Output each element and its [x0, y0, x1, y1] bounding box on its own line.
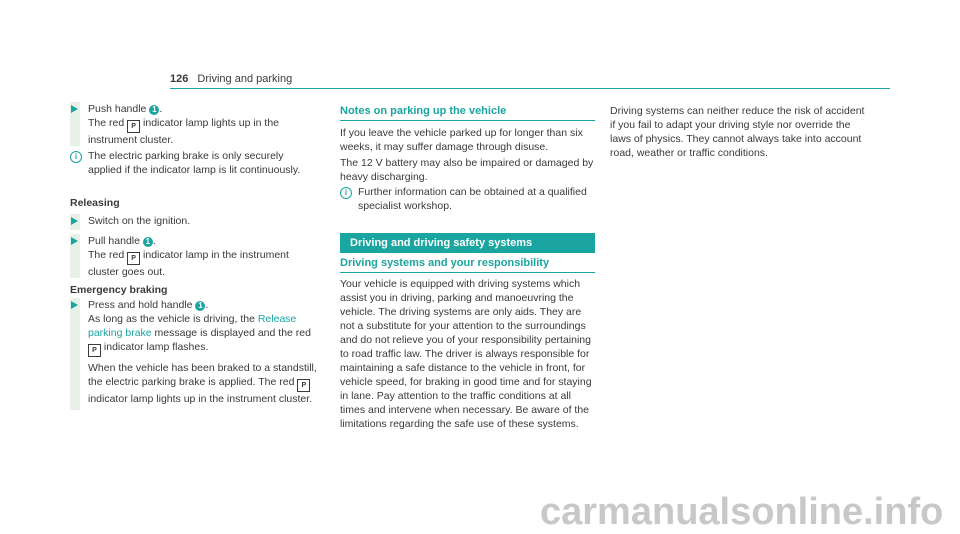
step-line: indicator lamp lights up in the instrument cluster.	[88, 117, 280, 146]
emergency-heading: Emergency braking	[70, 284, 168, 296]
step-text	[88, 234, 318, 279]
header-divider	[170, 88, 890, 89]
watermark: carmanualsonline.info	[540, 491, 944, 533]
step-line-end: .	[159, 103, 163, 115]
step-line-end: .	[152, 235, 156, 247]
step-arrow-icon	[71, 105, 78, 113]
step-text: Switch on the ignition.	[88, 215, 191, 227]
step-line: The red	[88, 117, 128, 129]
step-paragraph	[88, 361, 318, 406]
handle-number-badge: 1	[149, 105, 159, 115]
step-line: indicator lamp lights up in the instrument cluster.	[88, 393, 313, 405]
right-paragraph: Driving systems can neither reduce the risk of accident if you fail to adapt your driving style nor override the laws of physics. They cannot always take into account road, weather or traffic conditions.	[610, 105, 865, 159]
notes-paragraph-1: If you leave the vehicle parked up for longer than six weeks, it may suffer damage through disuse.	[340, 127, 583, 153]
step-line: The red	[88, 249, 128, 261]
releasing-heading: Releasing	[70, 197, 120, 209]
parking-brake-indicator-icon: P	[127, 252, 140, 265]
step-arrow-icon	[71, 301, 78, 309]
step-bar	[70, 298, 80, 410]
notes-title: Notes on parking up the vehicle	[340, 105, 507, 117]
responsibility-title-rule	[340, 272, 595, 273]
info-icon: i	[70, 151, 82, 163]
step-arrow-icon	[71, 237, 78, 245]
notes-title-rule	[340, 120, 595, 121]
section-title: Driving and parking	[197, 73, 293, 85]
step-line: As long as the vehicle is driving, the	[88, 313, 258, 325]
step-line-end: .	[205, 299, 209, 311]
responsibility-paragraph: Your vehicle is equipped with driving systems which assist you in driving, parking and manoeuvring the vehicle. The driving systems are only aids. They are not a substitute for your attention to the surroundings and do not relieve you of your responsibility pertaining to road traffic law. The driver is always responsible for maintaining a safe distance to the vehicle in front, for vehicle speed, for braking in good time and for staying in lane. Pay attention to the traffic conditions at all times and intervene when necessary. Be aware of the limitations regarding the safe use of these systems.	[340, 278, 592, 430]
section-banner: Driving and driving safety systems	[340, 233, 595, 253]
notes-info: Further information can be obtained at a qualified specialist workshop.	[358, 186, 587, 212]
info-icon: i	[340, 187, 352, 199]
step-text	[88, 298, 318, 406]
handle-number-badge: 1	[195, 301, 205, 311]
step-line: indicator lamp flashes.	[101, 341, 209, 353]
step-arrow-icon	[71, 217, 78, 225]
page-header	[170, 72, 292, 86]
step-text	[88, 102, 318, 147]
parking-brake-indicator-icon: P	[88, 344, 101, 357]
step-line: When the vehicle has been braked to a standstill, the electric parking brake is applied. The red	[88, 362, 317, 388]
step-line: Pull handle	[88, 235, 143, 247]
step-line: Push handle	[88, 103, 150, 115]
handle-number-badge: 1	[143, 237, 153, 247]
page-number: 126	[170, 73, 189, 85]
parking-brake-indicator-icon: P	[127, 120, 140, 133]
step-line: Press and hold handle	[88, 299, 196, 311]
parking-brake-indicator-icon: P	[297, 379, 310, 392]
info-note: The electric parking brake is only securely applied if the indicator lamp is lit continuously.	[88, 150, 301, 176]
notes-paragraph-2: The 12 V battery may also be impaired or damaged by heavy discharging.	[340, 157, 594, 183]
release-parking-brake-link[interactable]: Release parking brake	[88, 313, 297, 339]
responsibility-title: Driving systems and your responsibility	[340, 257, 550, 269]
step-line: indicator lamp in the instrument cluster goes out.	[88, 249, 289, 278]
step-line: message is displayed and the red	[151, 327, 311, 339]
